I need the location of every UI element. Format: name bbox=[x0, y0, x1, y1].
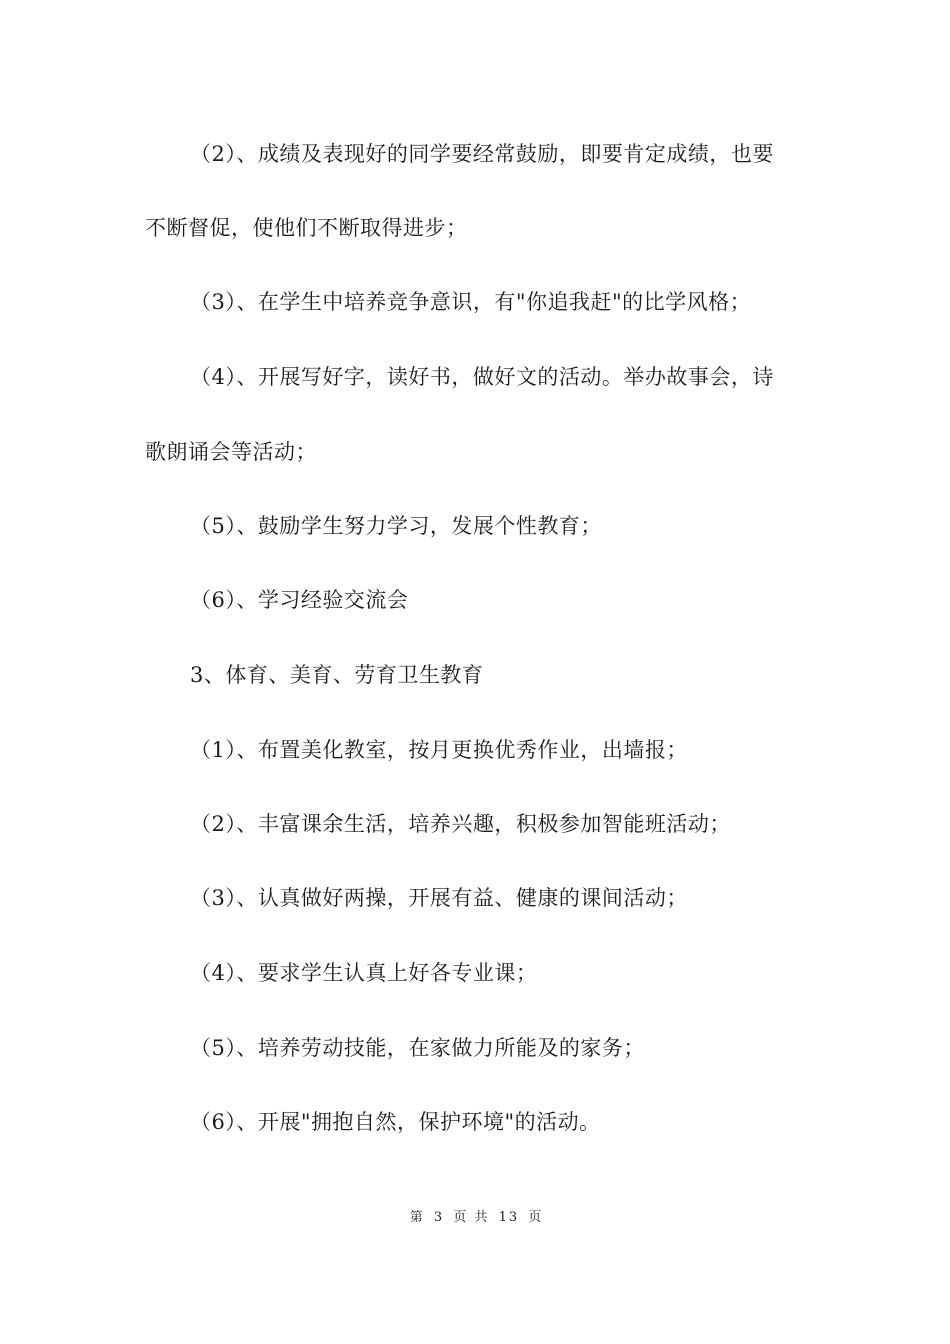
paragraph-line-1: （2）、成绩及表现好的同学要经常鼓励，即要肯定成绩，也要 bbox=[190, 142, 774, 166]
paragraph-line-6: （5）、鼓励学生努力学习，发展个性教育； bbox=[190, 514, 602, 538]
footer-total-pages: 13 bbox=[498, 1210, 520, 1225]
page-footer bbox=[0, 1208, 950, 1228]
section-heading: 3、体育、美育、劳育卫生教育 bbox=[190, 663, 484, 687]
footer-prefix: 第 bbox=[409, 1210, 425, 1225]
footer-suffix: 页 bbox=[528, 1210, 544, 1225]
paragraph-line-5: 歌朗诵会等活动； bbox=[145, 440, 317, 464]
footer-middle: 页 共 bbox=[453, 1210, 490, 1225]
paragraph-line-9: （1）、布置美化教室，按月更换优秀作业，出墙报； bbox=[190, 738, 688, 762]
paragraph-line-7: （6）、学习经验交流会 bbox=[190, 588, 409, 612]
paragraph-line-13: （5）、培养劳动技能，在家做力所能及的家务； bbox=[190, 1036, 645, 1060]
paragraph-line-2: 不断督促，使他们不断取得进步； bbox=[145, 216, 468, 240]
paragraph-line-3: （3）、在学生中培养竞争意识，有"你追我赶"的比学风格； bbox=[190, 290, 752, 314]
paragraph-line-10: （2）、丰富课余生活，培养兴趣，积极参加智能班活动； bbox=[190, 812, 731, 836]
paragraph-line-12: （4）、要求学生认真上好各专业课； bbox=[190, 961, 538, 985]
footer-current-page: 3 bbox=[433, 1210, 445, 1225]
paragraph-line-4: （4）、开展写好字，读好书，做好文的活动。举办故事会，诗 bbox=[190, 365, 774, 389]
paragraph-line-11: （3）、认真做好两操，开展有益、健康的课间活动； bbox=[190, 886, 688, 910]
paragraph-line-14: （6）、开展"拥抱自然，保护环境"的活动。 bbox=[190, 1110, 601, 1134]
